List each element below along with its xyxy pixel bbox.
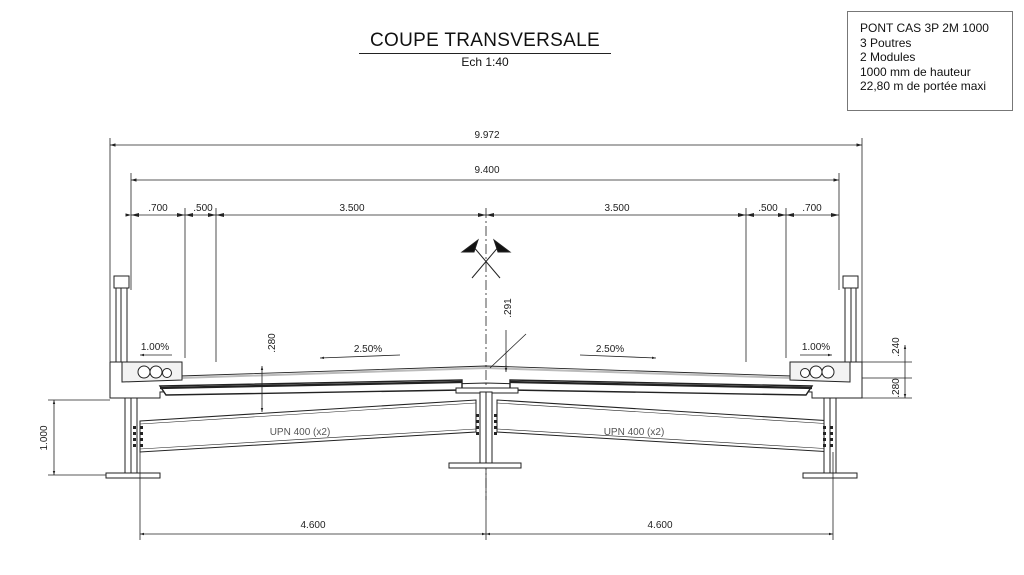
right-kerb-dim-label: .700 [802,203,822,214]
overall-width-label: 9.972 [474,130,500,141]
right-parapet [843,276,858,362]
info-line-span: 22,80 m de portée maxi [860,79,987,93]
info-line-height: 1000 mm de hauteur [860,64,971,79]
crown-height-label: .291 [503,298,514,318]
left-kerb [122,362,182,382]
right-slope-label: 2.50% [595,344,625,355]
deck-thickness-label: .280 [267,333,278,353]
left-beam [140,400,476,452]
info-line-beams: 3 Poutres [860,35,912,50]
left-lane-dim-label: 3.500 [339,203,365,214]
right-margin-dim-label: .500 [758,203,778,214]
left-kerb-slope-label: 1.00% [140,342,170,353]
right-span-label: 4.600 [647,520,673,531]
right-deck-thickness-label: .280 [891,378,902,398]
left-beam-label: UPN 400 (x2) [269,427,331,438]
left-margin-dim-label: .500 [193,203,213,214]
right-kerb-slope-label: 1.00% [801,342,831,353]
right-lane-dim-label: 3.500 [604,203,630,214]
beam-height-label: 1.000 [39,425,50,451]
left-span-label: 4.600 [300,520,326,531]
left-kerb-dim-label: .700 [148,203,168,214]
drawing-scale: Ech 1:40 [461,55,509,69]
left-slope-label: 2.50% [353,344,383,355]
right-kerb-height-label: .240 [891,337,902,357]
info-line-modules: 2 Modules [860,50,916,64]
right-beam-label: UPN 400 (x2) [603,427,665,438]
drawing-title: COUPE TRANSVERSALE [370,30,600,51]
left-parapet [114,276,129,362]
info-line-model: PONT CAS 3P 2M 1000 [860,21,989,35]
right-kerb [790,362,850,382]
right-beam [497,400,833,452]
deck-width-label: 9.400 [474,165,500,176]
